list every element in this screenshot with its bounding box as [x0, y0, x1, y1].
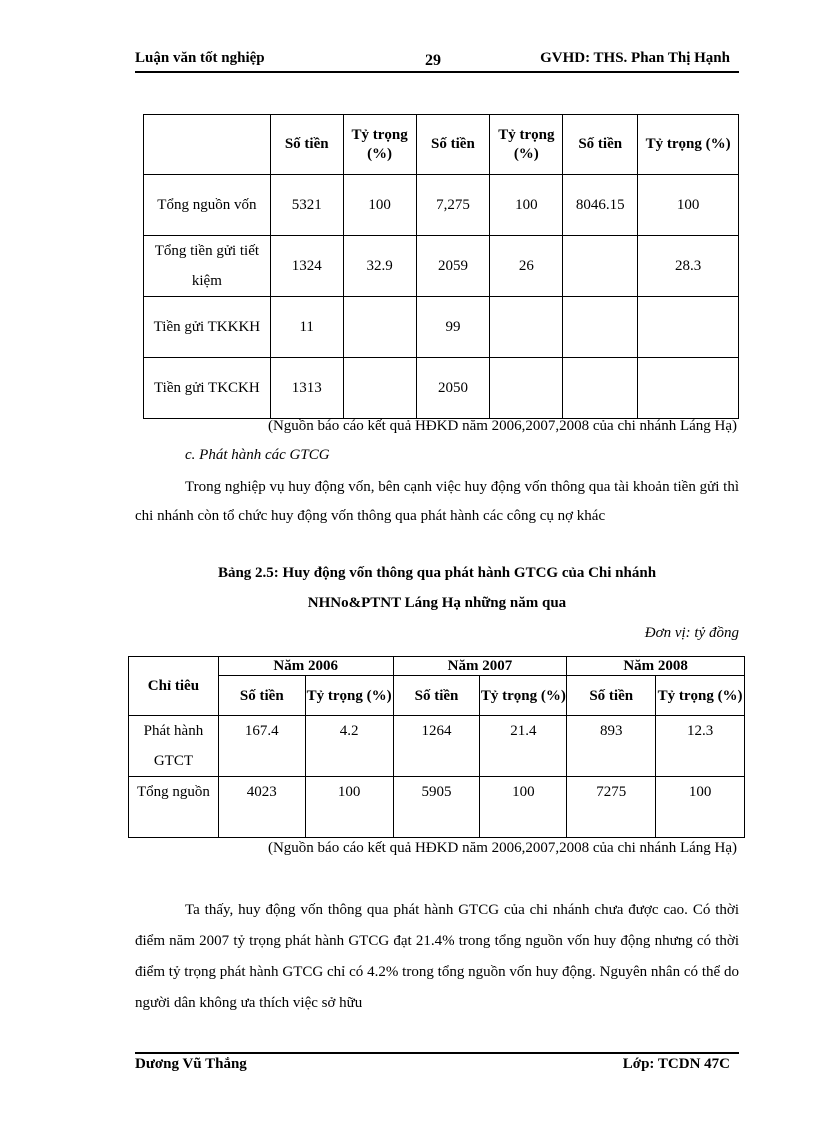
- cell: 100: [480, 777, 567, 838]
- cell: 1324: [270, 236, 343, 297]
- cell: [638, 297, 739, 358]
- footer-author: Dương Vũ Thắng: [135, 1056, 247, 1072]
- row-header: Chỉ tiêu: [129, 657, 219, 716]
- cell: 5321: [270, 175, 343, 236]
- year-header: Năm 2007: [393, 657, 567, 676]
- year-header: Năm 2006: [218, 657, 393, 676]
- row-label: Tổng tiền gửi tiết kiệm: [144, 236, 271, 297]
- header-rule: [135, 71, 739, 73]
- cell: [638, 358, 739, 419]
- cell: [490, 297, 563, 358]
- section-heading: c. Phát hành các GTCG: [185, 447, 330, 463]
- row-label: Tổng nguồn vốn: [144, 175, 271, 236]
- cell: 5905: [393, 777, 480, 838]
- table1-header-cell: Số tiền: [416, 115, 490, 175]
- table-row: [144, 358, 739, 419]
- funding-table: [143, 114, 739, 419]
- cell: 21.4: [480, 716, 567, 777]
- cell: 8046.15: [563, 175, 638, 236]
- paragraph-2: Ta thấy, huy động vốn thông qua phát hành GTCG của chi nhánh chưa được cao. Có thời điểm năm 2007 tỷ trọng phát hành GTCG đạt 21.4% trong tổng nguồn vốn huy động nhưng có thời điểm tỷ trọng phát hành GTCG chỉ có 4.2% trong tổng nguồn vốn huy động. Nguyên nhân có thể do người dân không ưa thích việc sở hữu: [135, 902, 739, 1011]
- cell: 167.4: [218, 716, 305, 777]
- table-row: [129, 777, 745, 838]
- cell: 100: [305, 777, 393, 838]
- cell: 100: [638, 175, 739, 236]
- table-row: [144, 297, 739, 358]
- table1-source: (Nguồn báo cáo kết quả HĐKD năm 2006,2007,2008 của chi nhánh Láng Hạ): [267, 418, 737, 434]
- cell: 99: [416, 297, 490, 358]
- header-right: GVHD: THS. Phan Thị Hạnh: [540, 50, 730, 66]
- subheader-cell: Số tiền: [567, 676, 656, 716]
- table2-title-line2: NHNo&PTNT Láng Hạ những năm qua: [307, 595, 567, 611]
- cell: [343, 358, 416, 419]
- cell: 100: [656, 777, 745, 838]
- cell: 26: [490, 236, 563, 297]
- cell: 7,275: [416, 175, 490, 236]
- cell: 100: [490, 175, 563, 236]
- footer-class: Lớp: TCDN 47C: [622, 1056, 730, 1072]
- cell: 32.9: [343, 236, 416, 297]
- cell: 4023: [218, 777, 305, 838]
- unit-label: Đơn vị: tỷ đồng: [644, 625, 739, 641]
- cell: [490, 358, 563, 419]
- cell: 28.3: [638, 236, 739, 297]
- table1-header-cell: Tỷ trọng (%): [490, 115, 563, 175]
- table1-header-cell: Số tiền: [270, 115, 343, 175]
- header-left: Luận văn tốt nghiệp: [135, 50, 265, 66]
- cell: [563, 236, 638, 297]
- table2-subheader-row: [129, 676, 745, 716]
- subheader-cell: Tỷ trọng (%): [480, 676, 567, 716]
- cell: 7275: [567, 777, 656, 838]
- cell: [563, 358, 638, 419]
- table-row: [129, 716, 745, 777]
- row-label: Tiền gửi TKCKH: [144, 358, 271, 419]
- year-header: Năm 2008: [567, 657, 745, 676]
- gtcg-table: [128, 656, 745, 838]
- cell: [563, 297, 638, 358]
- row-label: Tổng nguồn: [129, 777, 219, 838]
- subheader-cell: Tỷ trọng (%): [305, 676, 393, 716]
- paragraph-1: Trong nghiệp vụ huy động vốn, bên cạnh việc huy động vốn thông qua tài khoản tiền gửi thì chi nhánh còn tổ chức huy động vốn thông qua phát hành các công cụ nợ khác: [135, 479, 739, 524]
- page-number: 29: [425, 52, 441, 69]
- footer-rule: [135, 1052, 739, 1054]
- table2-year-row: [129, 657, 745, 676]
- cell: 2050: [416, 358, 490, 419]
- table-row: [144, 175, 739, 236]
- table2-title-line1: Bảng 2.5: Huy động vốn thông qua phát hành GTCG của Chi nhánh: [217, 565, 657, 581]
- table2-source: (Nguồn báo cáo kết quả HĐKD năm 2006,2007,2008 của chi nhánh Láng Hạ): [267, 840, 737, 856]
- cell: 100: [343, 175, 416, 236]
- row-label: Phát hành GTCT: [129, 716, 219, 777]
- cell: 1313: [270, 358, 343, 419]
- cell: 1264: [393, 716, 480, 777]
- subheader-cell: Số tiền: [393, 676, 480, 716]
- table-row: [144, 236, 739, 297]
- subheader-cell: Tỷ trọng (%): [656, 676, 745, 716]
- table1-header-cell: [144, 115, 271, 175]
- cell: 893: [567, 716, 656, 777]
- cell: [343, 297, 416, 358]
- cell: 12.3: [656, 716, 745, 777]
- row-label: Tiền gửi TKKKH: [144, 297, 271, 358]
- cell: 4.2: [305, 716, 393, 777]
- subheader-cell: Số tiền: [218, 676, 305, 716]
- table1-header-row: [144, 115, 739, 175]
- cell: 11: [270, 297, 343, 358]
- table1-header-cell: Số tiền: [563, 115, 638, 175]
- cell: 2059: [416, 236, 490, 297]
- table1-header-cell: Tỷ trọng (%): [343, 115, 416, 175]
- table1-header-cell: Tỷ trọng (%): [638, 115, 739, 175]
